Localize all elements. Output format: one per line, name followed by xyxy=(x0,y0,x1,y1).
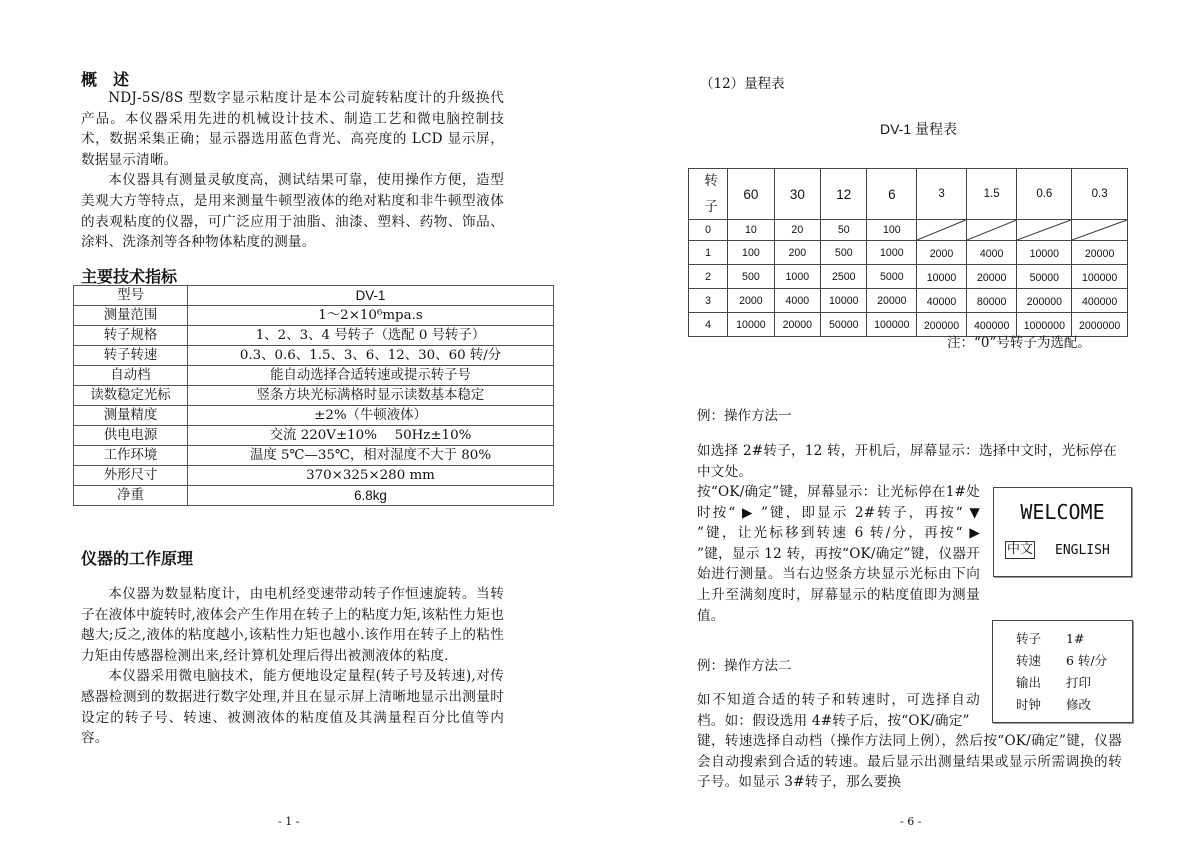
range-value-cell: 1000000 xyxy=(1017,313,1072,337)
spec-value: 温度 5℃—35℃，相对湿度不大于 80% xyxy=(188,446,554,466)
range-value-cell: 2000000 xyxy=(1072,313,1128,337)
diagonal-slash-icon xyxy=(917,220,966,240)
range-value-cell: 50000 xyxy=(1017,265,1072,289)
range-value-cell: 400000 xyxy=(966,313,1017,337)
range-speed-header: 60 xyxy=(728,169,774,220)
range-speed-header: 12 xyxy=(821,169,867,220)
range-value-cell: 400000 xyxy=(1072,289,1128,313)
spec-key: 净重 xyxy=(74,486,188,506)
range-speed-header: 0.6 xyxy=(1017,169,1072,220)
principle-paragraph-2: 本仪器采用微电脑技术，能方便地设定量程(转子号及转速),对传感器检测到的数据进行数字处理,并且在显示屏上清晰地显示出测量时设定的转子号、转速、被测液体的粘度值及其满量程百分比值等内容。 xyxy=(81,668,504,747)
range-value-cell: 10000 xyxy=(821,289,867,313)
range-speed-header: 6 xyxy=(867,169,917,220)
spec-key: 自动档 xyxy=(74,366,188,386)
range-table-title: DV-1 量程表 xyxy=(880,121,958,137)
range-row xyxy=(689,265,1128,289)
range-value-cell: 200 xyxy=(774,241,820,265)
spec-row xyxy=(74,306,554,326)
range-table-note: 注：“0”号转子为选配。 xyxy=(947,335,1091,351)
spec-row xyxy=(74,326,554,346)
spec-row xyxy=(74,466,554,486)
lcd-menu-label: 转子 xyxy=(1016,631,1042,646)
spec-row xyxy=(74,446,554,466)
overview-title: 概 述 xyxy=(81,70,130,89)
lcd-menu-value: 打印 xyxy=(1066,675,1092,690)
range-rotor-cell: 4 xyxy=(689,313,728,337)
corner-label-bottom: 子 xyxy=(704,199,718,215)
lcd-option-chinese: 中文 xyxy=(1007,542,1034,557)
spec-value: 6.8kg xyxy=(188,486,554,506)
range-rotor-cell: 0 xyxy=(689,220,728,241)
spec-key: 读数稳定光标 xyxy=(74,386,188,406)
range-value-cell: 20000 xyxy=(774,313,820,337)
lcd-menu-label: 输出 xyxy=(1016,675,1042,690)
spec-value: 370×325×280 mm xyxy=(188,466,554,486)
spec-row xyxy=(74,486,554,506)
spec-value: 1～2×10⁶mpa.s xyxy=(188,306,554,326)
spec-value: 竖条方块光标满格时显示读数基本稳定 xyxy=(188,386,554,406)
spec-key: 型号 xyxy=(74,286,188,306)
lcd-menu-row xyxy=(1016,629,1084,647)
range-value-cell: 2000 xyxy=(917,241,967,265)
range-value-cell: 50 xyxy=(821,220,867,241)
spec-value: ±2%（牛顿液体） xyxy=(188,406,554,426)
spec-key: 外形尺寸 xyxy=(74,466,188,486)
range-value-cell: 50000 xyxy=(821,313,867,337)
lcd-menu-screen xyxy=(992,620,1133,723)
range-cell-not-applicable xyxy=(1072,220,1128,241)
lcd-menu-label: 时钟 xyxy=(1016,697,1042,712)
range-corner-cell xyxy=(689,169,728,220)
range-value-cell: 100000 xyxy=(1072,265,1128,289)
range-speed-header: 30 xyxy=(774,169,820,220)
lcd-menu-value: 修改 xyxy=(1066,697,1092,712)
range-value-cell: 10000 xyxy=(728,313,774,337)
spec-value: 能自动选择合适转速或提示转子号 xyxy=(188,366,554,386)
range-row xyxy=(689,289,1128,313)
range-value-cell: 100000 xyxy=(867,313,917,337)
page-number-right: - 6 - xyxy=(900,815,922,828)
principle-paragraph-1: 本仪器为数显粘度计，由电机经变速带动转子作恒速旋转。当转子在液体中旋转时,液体会产生作用在转子上的粘度力矩,该粘性力矩也越大;反之,液体的粘度越小,该粘性力矩也越小.该作用在转子上的粘性力矩由传感器检测出来,经计算机处理后得出被测液体的粘度. xyxy=(81,586,504,664)
range-row xyxy=(689,220,1128,241)
range-speed-header: 3 xyxy=(917,169,967,220)
range-speed-header: 1.5 xyxy=(966,169,1017,220)
range-value-cell: 10000 xyxy=(1017,241,1072,265)
diagonal-slash-icon xyxy=(967,220,1017,240)
range-speed-header: 0.3 xyxy=(1072,169,1128,220)
spec-key: 测量精度 xyxy=(74,406,188,426)
spec-value: 1、2、3、4 号转子（选配 0 号转子） xyxy=(188,326,554,346)
range-value-cell: 20000 xyxy=(966,265,1017,289)
range-value-cell: 10000 xyxy=(917,265,967,289)
range-value-cell: 2500 xyxy=(821,265,867,289)
spec-value: DV-1 xyxy=(188,286,554,306)
lcd-menu-label: 转速 xyxy=(1016,653,1042,668)
lcd-menu-row xyxy=(1016,651,1107,669)
range-rotor-cell: 1 xyxy=(689,241,728,265)
range-cell-not-applicable xyxy=(966,220,1017,241)
diagonal-slash-icon xyxy=(1072,220,1127,240)
overview-paragraph-2: 本仪器具有测量灵敏度高，测试结果可靠，使用操作方便，造型美观大方等特点，是用来测量牛顿型液体的绝对粘度和非牛顿型液体的表观粘度的仪器，可广泛应用于油脂、油漆、塑料、药物、饰品、涂料、洗涤剂等各种物体粘度的测量。 xyxy=(81,172,504,251)
range-value-cell: 2000 xyxy=(728,289,774,313)
lcd-menu-row xyxy=(1016,673,1091,691)
range-value-cell: 20 xyxy=(774,220,820,241)
range-rotor-cell: 3 xyxy=(689,289,728,313)
range-row xyxy=(689,241,1128,265)
range-value-cell: 100 xyxy=(728,241,774,265)
spec-value: 交流 220V±10% 50Hz±10% xyxy=(188,426,554,446)
spec-value: 0.3、0.6、1.5、3、6、12、30、60 转/分 xyxy=(188,346,554,366)
range-table xyxy=(688,168,1128,337)
spec-key: 工作环境 xyxy=(74,446,188,466)
spec-key: 转子转速 xyxy=(74,346,188,366)
example1-intro: 如选择 2#转子，12 转，开机后，屏幕显示：选择中文时，光标停在中文处。 xyxy=(697,443,1117,480)
range-cell-not-applicable xyxy=(1017,220,1072,241)
diagonal-slash-icon xyxy=(1017,220,1071,240)
spec-row xyxy=(74,286,554,306)
range-section-heading: （12）量程表 xyxy=(700,76,785,92)
spec-row xyxy=(74,366,554,386)
range-cell-not-applicable xyxy=(917,220,967,241)
range-value-cell: 40000 xyxy=(917,289,967,313)
example1-body: 按“OK/确定”键，屏幕显示：让光标停在1#处时按“ ▶ ”键，即显示 2#转子，再按“ ▼ ”键，让光标移到转速 6 转/分，再按“ ▶ ”键，显示 12 转，再按“OK/确定”键，仪器开始进行测量。当右边竖条方块显示光标由下向上升至满刻度时，屏幕显示的粘度值即为测量值。 xyxy=(697,484,980,624)
range-value-cell: 200000 xyxy=(1017,289,1072,313)
range-value-cell: 500 xyxy=(728,265,774,289)
page-number-left: - 1 - xyxy=(278,815,300,828)
range-value-cell: 1000 xyxy=(774,265,820,289)
range-value-cell: 200000 xyxy=(917,313,967,337)
lcd-welcome-screen xyxy=(993,487,1132,577)
range-value-cell: 100 xyxy=(867,220,917,241)
specs-table xyxy=(73,285,554,506)
lcd-welcome-title: WELCOME xyxy=(1020,500,1105,524)
range-value-cell: 5000 xyxy=(867,265,917,289)
overview-paragraph-1: NDJ-5S/8S 型数字显示粘度计是本公司旋转粘度计的升级换代产品。本仪器采用先进的机械设计技术、制造工艺和微电脑控制技术，数据采集正确；显示器选用蓝色背光、高亮度的 LCD 显示屏，数据显示清晰。 xyxy=(81,90,504,168)
spec-key: 供电电源 xyxy=(74,426,188,446)
example2-title: 例：操作方法二 xyxy=(697,658,792,674)
range-value-cell: 20000 xyxy=(1072,241,1128,265)
spec-row xyxy=(74,406,554,426)
range-value-cell: 4000 xyxy=(966,241,1017,265)
example1-title: 例：操作方法一 xyxy=(697,408,792,424)
lcd-menu-row xyxy=(1016,695,1091,713)
range-value-cell: 4000 xyxy=(774,289,820,313)
spec-row xyxy=(74,386,554,406)
spec-row xyxy=(74,346,554,366)
spec-key: 转子规格 xyxy=(74,326,188,346)
principle-title: 仪器的工作原理 xyxy=(81,549,194,568)
range-value-cell: 80000 xyxy=(966,289,1017,313)
range-value-cell: 1000 xyxy=(867,241,917,265)
lcd-option-english: ENGLISH xyxy=(1055,543,1110,558)
range-value-cell: 20000 xyxy=(867,289,917,313)
example2-body-narrow: 如不知道合适的转子和转速时，可选择自动档。如：假设选用 4#转子后，按“OK/确定” xyxy=(697,692,980,729)
spec-key: 测量范围 xyxy=(74,306,188,326)
specs-title: 主要技术指标 xyxy=(81,267,178,286)
range-value-cell: 10 xyxy=(728,220,774,241)
range-value-cell: 500 xyxy=(821,241,867,265)
overview-body xyxy=(81,88,504,253)
lcd-menu-value: 6 转/分 xyxy=(1066,653,1108,668)
principle-body xyxy=(81,584,504,749)
spec-row xyxy=(74,426,554,446)
corner-label-top: 转 xyxy=(704,173,718,189)
example2-body-wide: 键，转速选择自动档（操作方法同上例），然后按“OK/确定”键，仪器会自动搜索到合适的转速。最后显示出测量结果或显示所需调换的转子号。如显示 3#转子，那么要换 xyxy=(697,733,1122,791)
lcd-menu-value: 1# xyxy=(1066,631,1085,646)
range-rotor-cell: 2 xyxy=(689,265,728,289)
range-header-row xyxy=(689,169,1128,220)
